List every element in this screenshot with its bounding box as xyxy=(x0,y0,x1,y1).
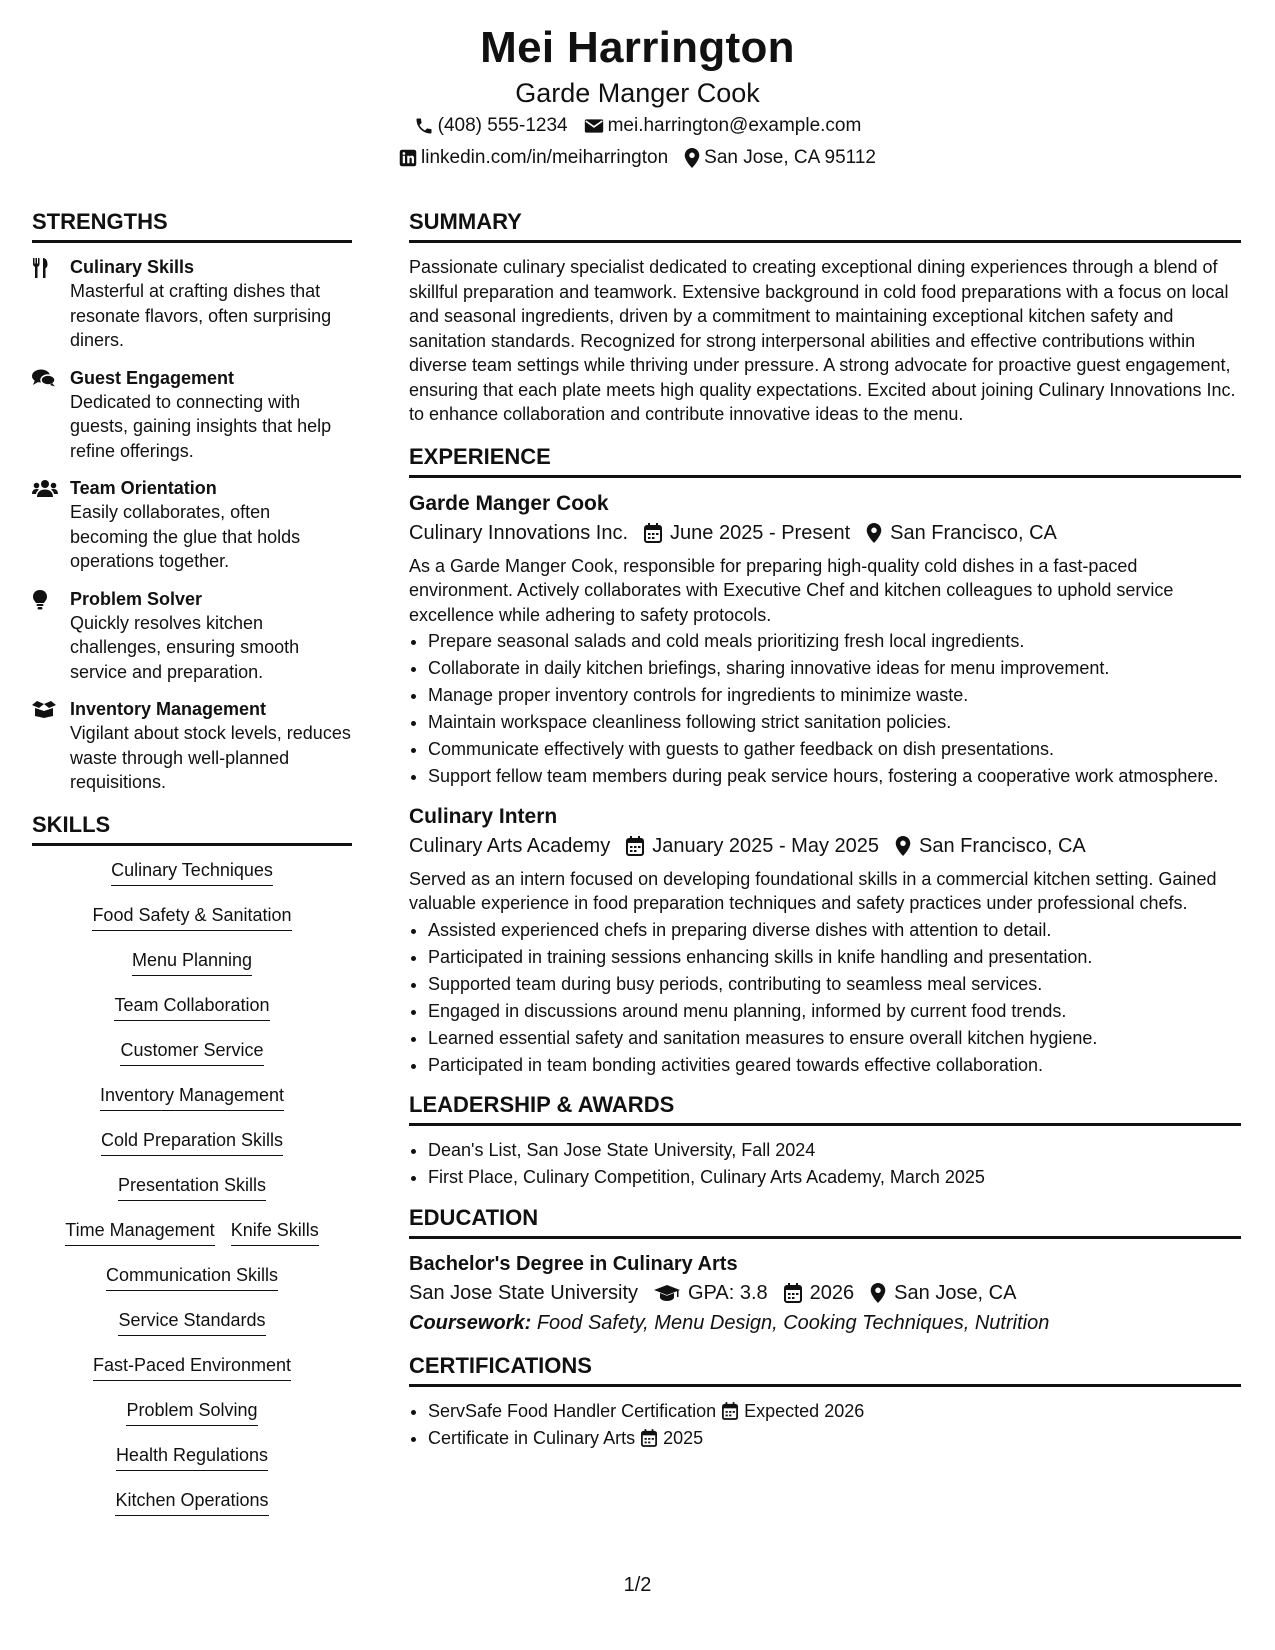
list-item: • Learned essential safety and sanitation measures to ensure overall kitchen hygiene. xyxy=(428,1026,1241,1051)
map-marker-icon xyxy=(866,523,882,543)
linkedin-icon xyxy=(399,149,417,167)
list-item: • First Place, Culinary Competition, Culinary Arts Academy, March 2025 xyxy=(428,1165,1241,1190)
skill-row xyxy=(32,903,352,948)
job-dates: June 2025 - Present xyxy=(670,521,851,544)
list-item xyxy=(428,1426,1241,1451)
list-item: • Supported team during busy periods, contributing to seamless meal services. xyxy=(428,972,1241,997)
list-item: • Support fellow team members during peak service hours, fostering a cooperative work atmosphere. xyxy=(428,764,1241,789)
list-item: • Communicate effectively with guests to gather feedback on dish presentations. xyxy=(428,737,1241,762)
skill-row xyxy=(32,1083,352,1128)
skill-tag: Service Standards xyxy=(118,1308,265,1336)
map-marker-icon xyxy=(870,1283,886,1303)
skill-tag: Fast-Paced Environment xyxy=(93,1353,291,1381)
skill-tag: Knife Skills xyxy=(231,1218,319,1246)
skill-tag: Inventory Management xyxy=(100,1083,284,1111)
certifications-heading: CERTIFICATIONS xyxy=(409,1352,1241,1387)
page-number: 1/2 xyxy=(623,1574,652,1596)
strength-item xyxy=(32,476,352,574)
skill-tag: Food Safety & Sanitation xyxy=(92,903,291,931)
school-name: San Jose State University xyxy=(409,1281,638,1304)
list-item: • Collaborate in daily kitchen briefings, sharing innovative ideas for menu improvement. xyxy=(428,656,1241,681)
job-meta xyxy=(409,831,1241,861)
candidate-title: Garde Manger Cook xyxy=(515,78,760,108)
list-item: • Dean's List, San Jose State University, Fall 2024 xyxy=(428,1138,1241,1163)
job-meta xyxy=(409,518,1241,548)
list-item: • Participated in team bonding activities geared towards effective collaboration. xyxy=(428,1053,1241,1078)
coursework xyxy=(409,1308,1241,1338)
phone-icon xyxy=(414,116,434,136)
strength-name: Problem Solver xyxy=(70,588,203,609)
strength-item xyxy=(32,255,352,353)
skill-tag: Health Regulations xyxy=(116,1443,268,1471)
strength-name: Culinary Skills xyxy=(70,257,195,277)
skill-row xyxy=(32,858,352,903)
strength-desc: Dedicated to connecting with guests, gaining insights that help refine offerings. xyxy=(70,391,332,461)
map-marker-icon xyxy=(684,148,700,168)
skill-tag: Team Collaboration xyxy=(114,993,269,1021)
skill-row xyxy=(32,948,352,993)
utensils-icon xyxy=(32,258,50,278)
job-entry xyxy=(409,803,1241,1078)
strength-desc: Easily collaborates, often becoming the glue that holds operations together. xyxy=(70,502,301,571)
calendar-icon xyxy=(644,523,662,543)
skill-tag: Customer Service xyxy=(120,1038,263,1066)
box-open-icon xyxy=(32,700,56,718)
skill-tag: Kitchen Operations xyxy=(115,1488,268,1516)
leadership-list xyxy=(409,1138,1241,1190)
phone-contact xyxy=(414,110,568,142)
education-entry xyxy=(409,1251,1241,1338)
comments-icon xyxy=(32,369,56,387)
candidate-name: Mei Harrington xyxy=(480,23,795,72)
school-location: San Jose, CA xyxy=(894,1281,1017,1304)
education-heading: EDUCATION xyxy=(409,1204,1241,1239)
linkedin-text[interactable]: linkedin.com/in/meiharrington xyxy=(421,147,669,168)
gpa-text: GPA: 3.8 xyxy=(688,1281,768,1304)
certifications-list xyxy=(409,1399,1241,1451)
calendar-icon xyxy=(784,1283,802,1303)
left-column xyxy=(32,208,352,1533)
strength-desc: Masterful at crafting dishes that resonate flavors, often surprising diners. xyxy=(70,281,332,350)
education-meta xyxy=(409,1278,1241,1308)
job-location: San Francisco, CA xyxy=(919,834,1086,857)
experience-heading: EXPERIENCE xyxy=(409,443,1241,478)
skill-row xyxy=(32,993,352,1038)
leadership-heading: LEADERSHIP & AWARDS xyxy=(409,1091,1241,1126)
strength-desc: Vigilant about stock levels, reduces waste through well-planned requisitions. xyxy=(70,723,351,792)
graduation-year: 2026 xyxy=(809,1281,855,1304)
cert-name: • Certificate in Culinary Arts xyxy=(428,1427,636,1448)
list-item: • Maintain workspace cleanliness following strict sanitation policies. xyxy=(428,710,1241,735)
list-item: • Engaged in discussions around menu planning, informed by current food trends. xyxy=(428,999,1241,1024)
job-entry xyxy=(409,490,1241,789)
skill-row xyxy=(32,1263,352,1308)
job-dates: January 2025 - May 2025 xyxy=(652,834,880,857)
right-column xyxy=(409,208,1241,1464)
map-marker-icon xyxy=(895,836,911,856)
skill-tag: Culinary Techniques xyxy=(111,858,273,886)
skill-row xyxy=(32,1218,352,1263)
graduation-cap-icon xyxy=(654,1284,680,1302)
strength-name: Inventory Management xyxy=(70,699,267,719)
calendar-icon xyxy=(626,836,644,856)
strengths-heading: STRENGTHS xyxy=(32,208,352,243)
skill-tag: Cold Preparation Skills xyxy=(101,1128,283,1156)
job-description: Served as an intern focused on developing foundational skills in a commercial kitchen setting. Gained valuable experience in food preparation techniques and safety practices under professional chefs. xyxy=(409,868,1217,913)
skill-row xyxy=(32,1173,352,1218)
email-contact[interactable] xyxy=(584,110,862,142)
skill-row xyxy=(32,1488,352,1533)
summary-heading: SUMMARY xyxy=(409,208,1241,243)
resume-header xyxy=(0,20,1275,174)
job-description: As a Garde Manger Cook, responsible for preparing high-quality cold dishes in a fast-paced environment. Actively collaborates with Executive Chef and kitchen colleagues to uphold service excellence while adhering to safety protocols. xyxy=(409,555,1174,625)
phone-text: (408) 555-1234 xyxy=(437,115,568,136)
cert-name: • ServSafe Food Handler Certification xyxy=(428,1400,717,1421)
skill-tag: Presentation Skills xyxy=(118,1173,266,1201)
users-icon xyxy=(32,479,58,497)
job-title: Garde Manger Cook xyxy=(409,491,609,515)
email-text[interactable]: mei.harrington@example.com xyxy=(607,115,862,136)
skill-row xyxy=(32,1308,352,1353)
skill-row xyxy=(32,1128,352,1173)
location-contact xyxy=(684,142,876,174)
degree-title: Bachelor's Degree in Culinary Arts xyxy=(409,1252,738,1275)
contact-row-1 xyxy=(0,110,1275,142)
list-item: • Participated in training sessions enhancing skills in knife handling and presentation. xyxy=(428,945,1241,970)
cert-date: Expected 2026 xyxy=(744,1400,865,1421)
job-bullets xyxy=(409,629,1241,789)
list-item: • Manage proper inventory controls for ingredients to minimize waste. xyxy=(428,683,1241,708)
job-company: Culinary Innovations Inc. xyxy=(409,521,629,544)
strength-name: Guest Engagement xyxy=(70,367,235,388)
job-bullets xyxy=(409,918,1241,1078)
skill-tag: Time Management xyxy=(65,1218,214,1246)
skill-row xyxy=(32,1443,352,1488)
lightbulb-icon xyxy=(32,590,48,610)
calendar-icon xyxy=(722,1402,738,1420)
job-company: Culinary Arts Academy xyxy=(409,834,611,857)
envelope-icon xyxy=(584,118,604,134)
job-location: San Francisco, CA xyxy=(890,521,1057,544)
skill-row xyxy=(32,1038,352,1083)
skill-row xyxy=(32,1353,352,1398)
skill-row xyxy=(32,1398,352,1443)
linkedin-contact[interactable] xyxy=(399,142,668,174)
summary-text: Passionate culinary specialist dedicated to creating exceptional dining experiences through a blend of skillful preparation and teamwork. Extensive background in cold food preparations with a focus on local and seasonal ingredients, driven by a commitment to maintaining exceptional kitchen safety and sanitation standards. Recognized for strong interpersonal abilities and effective contributions within diverse team settings while thriving under pressure. A strong advocate for proactive guest engagement, ensuring that each plate meets high quality expectations. Excited about joining Culinary Innovations Inc. to enhance collaboration and contribute innovative ideas to the menu. xyxy=(409,257,1236,424)
coursework-text: Food Safety, Menu Design, Cooking Techniques, Nutrition xyxy=(536,1311,1050,1334)
skills-heading: SKILLS xyxy=(32,811,352,846)
skills-list xyxy=(32,858,352,1533)
strength-item xyxy=(32,587,352,685)
strength-desc: Quickly resolves kitchen challenges, ensuring smooth service and preparation. xyxy=(70,612,300,682)
skill-tag: Menu Planning xyxy=(132,948,252,976)
strength-item xyxy=(32,366,352,464)
job-title: Culinary Intern xyxy=(409,804,558,828)
strength-item xyxy=(32,697,352,795)
strength-name: Team Orientation xyxy=(70,478,217,498)
list-item xyxy=(428,1399,1241,1424)
skill-tag: Problem Solving xyxy=(126,1398,257,1426)
skill-tag: Communication Skills xyxy=(106,1263,278,1291)
contact-row-2 xyxy=(0,142,1275,174)
list-item: • Prepare seasonal salads and cold meals prioritizing fresh local ingredients. xyxy=(428,629,1241,654)
location-text: San Jose, CA 95112 xyxy=(704,147,876,168)
list-item: • Assisted experienced chefs in preparing diverse dishes with attention to detail. xyxy=(428,918,1241,943)
cert-date: 2025 xyxy=(663,1427,704,1448)
calendar-icon xyxy=(641,1429,657,1447)
coursework-label: Coursework: xyxy=(409,1311,532,1334)
